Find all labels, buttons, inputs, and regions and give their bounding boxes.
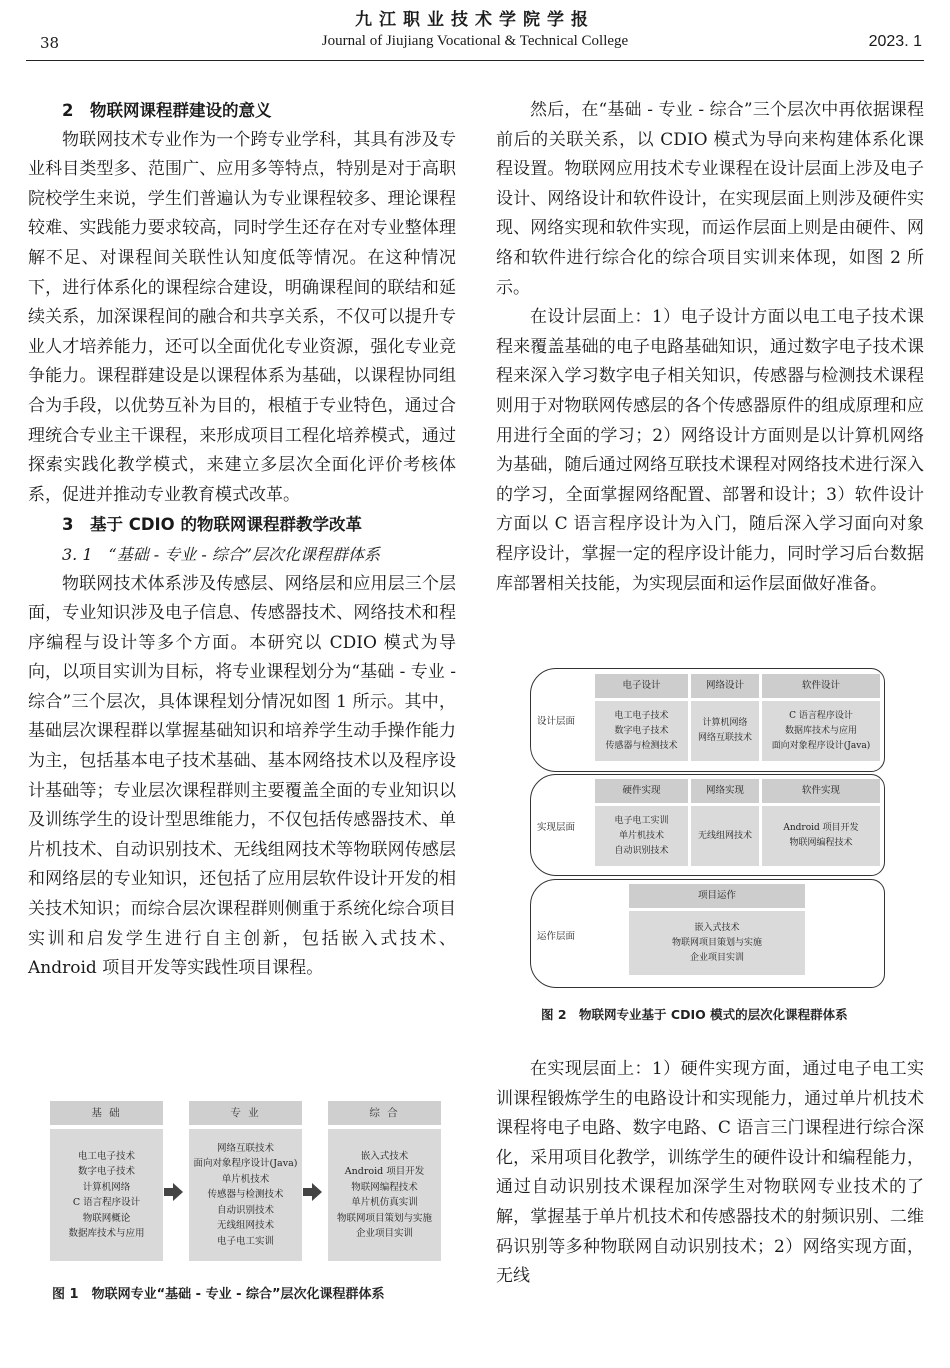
right-column-lower <box>496 1055 924 1292</box>
course-item: 自动识别技术 <box>216 1204 274 1216</box>
course-item: 物联网编程技术 <box>789 838 853 848</box>
operation-head: 项目运作 <box>629 884 805 908</box>
figure-1-integrated-head: 综 合 <box>328 1101 441 1125</box>
course-item: 数字电子技术 <box>614 725 669 736</box>
left-column <box>28 96 456 984</box>
figure-1-basic-column <box>50 1101 163 1271</box>
figure-1-integrated-body <box>328 1129 441 1261</box>
design-head: 电子设计 <box>595 674 688 698</box>
course-item: Android 项目开发 <box>783 823 859 833</box>
course-item: 面向对象程序设计(Java) <box>771 740 871 751</box>
design-body <box>595 701 688 761</box>
course-item: 物联网编程技术 <box>351 1181 418 1193</box>
implementation-head: 网络实现 <box>691 779 759 803</box>
implementation-layer-label: 实现层面 <box>537 822 576 833</box>
design-layer <box>530 668 885 772</box>
course-item: 电子电工实训 <box>614 815 669 826</box>
course-item: 计算机网络 <box>82 1181 131 1193</box>
implementation-body <box>595 806 688 866</box>
subsection-3-1-title: 3. 1 “基础 - 专业 - 综合”层次化课程群体系 <box>62 544 381 564</box>
figure-1-integrated-column <box>328 1101 441 1271</box>
figure-1-caption: 图 1 物联网专业“基础 - 专业 - 综合”层次化课程群体系 <box>52 1287 385 1302</box>
figure-1-professional-column <box>189 1101 302 1271</box>
section-2-title: 2 物联网课程群建设的意义 <box>62 101 272 120</box>
course-item: 单片机仿真实训 <box>351 1197 418 1208</box>
section-3-title: 3 基于 CDIO 的物联网课程群教学改革 <box>62 515 362 535</box>
right-column <box>496 96 924 599</box>
implementation-head: 软件实现 <box>762 779 880 803</box>
course-item: 计算机网络 <box>702 718 748 728</box>
course-item: 数据库技术与应用 <box>68 1228 145 1239</box>
course-item: 网络互联技术 <box>697 733 752 743</box>
operation-layer-label: 运作层面 <box>537 931 576 942</box>
course-item: 嵌入式技术 <box>360 1150 409 1162</box>
course-item: 网络互联技术 <box>216 1142 274 1154</box>
figure-1-professional-head: 专 业 <box>189 1101 302 1125</box>
figure-1 <box>50 1101 442 1271</box>
course-item: 传感器与检测技术 <box>207 1189 284 1201</box>
course-item: 企业项目实训 <box>689 952 744 963</box>
right-paragraph-1: 然后，在“基础 - 专业 - 综合”三个层次中再依据课程前后的关联关系，以 CDIO 模式为导向来构建体系化课程设置。物联网应用技术专业课程在设计层面上涉及电子设计、网络设计和软件设计，在实现层面上则涉及硬件实现、网络实现和软件实现，而运作层面上则是由硬件、网络和软件进行综合化的综合项目实训来体现，如图 2 所示。 <box>496 100 924 298</box>
course-item: 自动识别技术 <box>614 845 669 856</box>
course-item: 电工电子技术 <box>614 710 669 721</box>
implementation-body <box>691 806 759 866</box>
section-2-paragraph: 物联网技术专业作为一个跨专业学科，其具有涉及专业科目类型多、范围广、应用多等特点，特别是对于高职院校学生来说，学生们普遍认为专业课程较多、理论课程较难、实践能力要求较高，同时学生还存在对专业整体理解不足、对课程间关联性认知度低等情况。在这种情况下，进行体系化的课程综合建设，明确课程间的联结和延续关系，加深课程间的融合和共享关系，不仅可以提升专业人才培养能力，还可以全面优化专业资源，强化专业竞争能力。课程群建设是以课程体系为基础，以课程协同组合为手段，以优势互补为目的，根植于专业特色，通过合理统合专业主干课程，来形成项目工程化培养模式，通过探索实践化教学模式，来建立多层次全面化评价考核体系，促进并推动专业教育模式改革。 <box>28 129 456 505</box>
section-3-1-paragraph: 物联网技术体系涉及传感层、网络层和应用层三个层面，专业知识涉及电子信息、传感器技术、网络技术和程序编程与设计等多个方面。本研究以 CDIO 模式为导向，以项目实训为目标，将专业课程划分为“基础 - 专业 - 综合”三个层次，具体课程划分情况如图 1 所示。其中，基础层次课程群以掌握基础知识和培养学生动手操作能力为主，包括基本电子技术基础、基本网络技术以及程序设计基础等；专业层次课程群则主要覆盖全面的专业知识以及训练学生的设计型思维能力，不仅包括传感器技术、单片机技术、自动识别技术、无线组网技术等物联网传感层和网络层的专业知识，还包括了应用层软件设计开发的相关技术知识；而综合层次课程群则侧重于系统化综合项目实训和启发学生进行自主创新，包括嵌入式技术、Android 项目开发等实践性项目课程。 <box>28 573 456 979</box>
course-item: 数字电子技术 <box>77 1166 135 1177</box>
arrow-right-icon <box>173 1183 183 1201</box>
figure-1-professional-body <box>189 1129 302 1261</box>
design-layer-label: 设计层面 <box>537 716 576 727</box>
course-item: C 语言程序设计 <box>72 1197 141 1208</box>
issue-number: 2023. 1 <box>868 33 922 50</box>
course-item: Android 项目开发 <box>344 1166 425 1177</box>
course-item: 嵌入式技术 <box>694 922 740 933</box>
figure-1-basic-body <box>50 1129 163 1261</box>
course-item: 单片机技术 <box>618 830 664 841</box>
figure-1-basic-head: 基 础 <box>50 1101 163 1125</box>
operation-body <box>629 911 805 975</box>
design-head: 网络设计 <box>691 674 759 698</box>
journal-title-en: Journal of Jiujiang Vocational & Technical College <box>321 33 629 49</box>
right-paragraph-2: 在设计层面上：1）电子设计方面以电工电子技术课程来覆盖基础的电子电路基础知识，通过数字电子技术课程来深入学习数字电子相关知识，传感器与检测技术课程则用于对物联网传感层的各个传感器原件的组成原理和应用进行全面的学习；2）网络设计方面则是以计算机网络为基础，随后通过网络互联技术课程对网络技术进行深入的学习，全面掌握网络配置、部署和设计；3）软件设计方面以 C 语言程序设计为入门，随后深入学习面向对象程序设计，掌握一定的程序设计能力，同时学习后台数据库部署相关技能，为实现层面和运作层面做好准备。 <box>496 307 924 594</box>
course-item: 电子电工实训 <box>216 1235 274 1247</box>
figure-2-caption: 图 2 物联网专业基于 CDIO 模式的层次化课程群体系 <box>541 1007 848 1022</box>
course-item: 数据库技术与应用 <box>784 725 857 736</box>
course-item: 无线组网技术 <box>216 1220 274 1232</box>
arrow-right-icon <box>312 1183 322 1201</box>
implementation-head: 硬件实现 <box>595 779 688 803</box>
header-rule <box>26 60 924 61</box>
course-item: 电工电子技术 <box>77 1150 135 1162</box>
course-item: C 语言程序设计 <box>789 710 853 721</box>
operation-layer <box>530 879 885 988</box>
course-item: 传感器与检测技术 <box>605 740 678 751</box>
page-number: 38 <box>40 34 60 52</box>
course-item: 物联网项目策划与实施 <box>671 937 762 948</box>
course-item: 面向对象程序设计(Java) <box>193 1158 298 1170</box>
implementation-body <box>762 806 880 866</box>
design-body <box>691 701 759 761</box>
course-item: 物联网概论 <box>82 1212 131 1224</box>
course-item: 无线组网技术 <box>697 830 752 841</box>
figure-2 <box>526 668 889 998</box>
right-paragraph-3: 在实现层面上：1）硬件实现方面，通过电子电工实训课程锻炼学生的电路设计和实现能力，通过单片机技术课程将电子电路、数字电路、C 语言三门课程进行综合深化，采用项目化教学，训练学生的硬件设计和编程能力，通过自动识别技术课程加深学生对物联网专业技术的了解，掌握基于单片机技术和传感器技术的射频识别、二维码识别等多种物联网自动识别技术；2）网络实现方面，无线 <box>496 1059 924 1287</box>
course-item: 企业项目实训 <box>355 1228 413 1239</box>
design-body <box>762 701 880 761</box>
journal-title-cn: 九江职业技术学院学报 <box>355 10 595 30</box>
course-item: 物联网项目策划与实施 <box>336 1212 432 1224</box>
design-head: 软件设计 <box>762 674 880 698</box>
course-item: 单片机技术 <box>221 1173 270 1185</box>
implementation-layer <box>530 774 885 876</box>
